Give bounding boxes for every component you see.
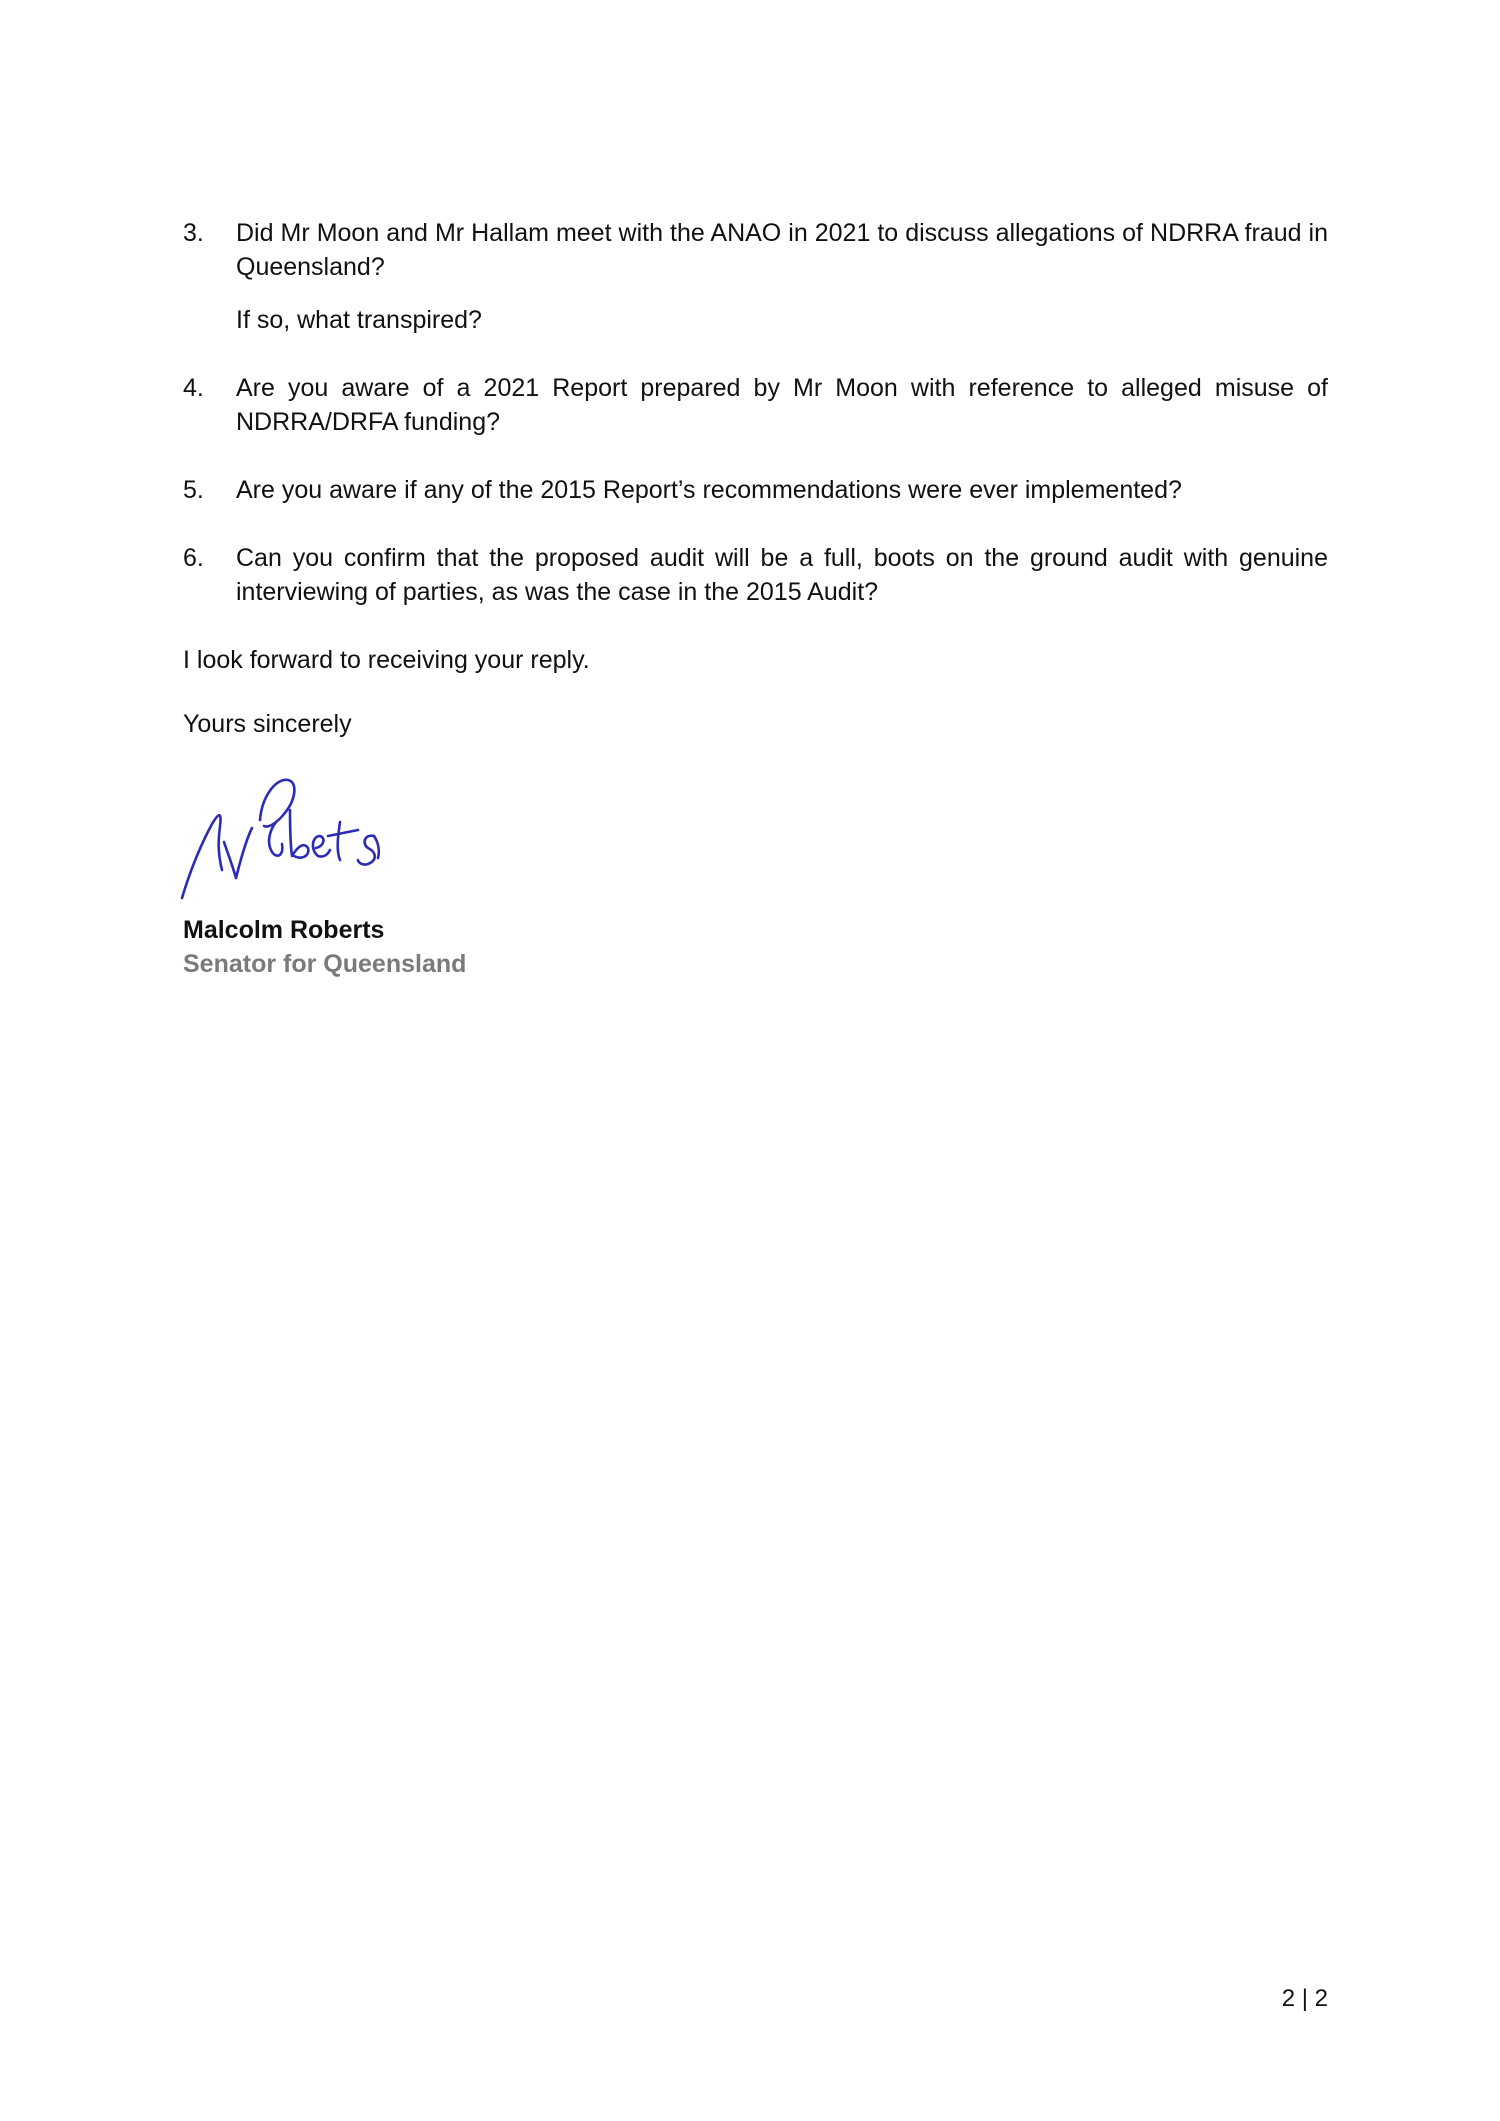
signatory-title: Senator for Queensland [183, 950, 467, 978]
question-4 [183, 371, 1328, 439]
question-number: 5. [183, 476, 204, 504]
question-text: Did Mr Moon and Mr Hallam meet with the ANAO in 2021 to discuss allegations of NDRRA fraud in Queensland? [236, 219, 1328, 281]
signatory-name: Malcolm Roberts [183, 916, 385, 944]
question-number: 3. [183, 219, 204, 247]
question-5 [183, 473, 1328, 507]
salutation: Yours sincerely [183, 710, 352, 738]
question-text: Are you aware of a 2021 Report prepared by Mr Moon with reference to alleged misuse of NDRRA/DRFA funding? [236, 374, 1328, 436]
closing-line: I look forward to receiving your reply. [183, 646, 590, 674]
page-number: 2 | 2 [1281, 1985, 1328, 2012]
question-6 [183, 541, 1328, 609]
question-text: Are you aware if any of the 2015 Report’s recommendations were ever implemented? [236, 476, 1182, 504]
question-number: 4. [183, 374, 204, 402]
question-number: 6. [183, 544, 204, 572]
question-followup: If so, what transpired? [236, 306, 482, 334]
signature-icon [178, 770, 478, 910]
question-text: Can you confirm that the proposed audit will be a full, boots on the ground audit with genuine interviewing of parties, as was the case in the 2015 Audit? [236, 544, 1328, 606]
question-3 [183, 216, 1328, 337]
